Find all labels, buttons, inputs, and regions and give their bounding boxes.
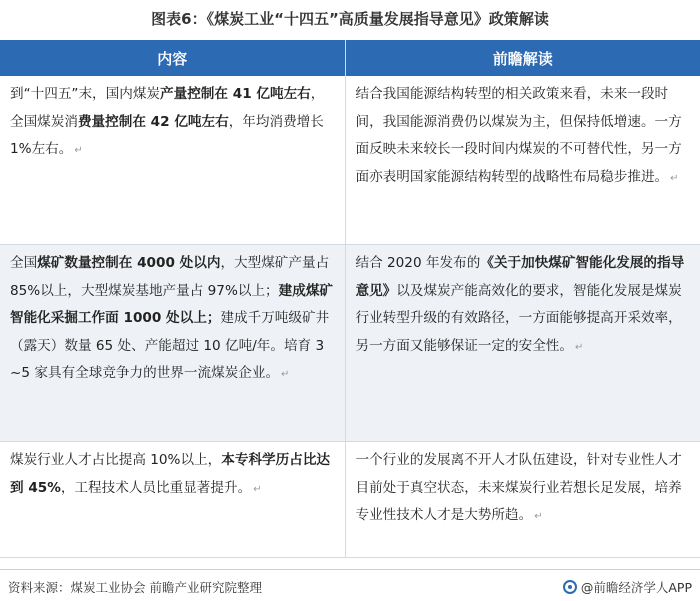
interpretation-cell [345, 442, 700, 558]
policy-table [0, 40, 700, 558]
table-row [0, 76, 700, 245]
cell-text: 以及煤炭产能高效化的要求，智能化发展是煤炭行业转型升级的有效路径，一方面能够提高开采效率，另一方面又能够保证一定的安全性。 [355, 282, 682, 354]
emphasis-text: 煤矿数量控制在 4000 处以内 [37, 255, 221, 271]
cell-text: 结合 2020 年发布的 [355, 255, 481, 271]
table-row [0, 442, 700, 558]
brand-label: @前瞻经济学人APP [580, 580, 692, 595]
content-cell [0, 442, 345, 558]
cell-text: 煤炭行业人才占比提高 10%以上， [10, 452, 222, 468]
interpretation-cell [345, 245, 700, 442]
paragraph-mark: ↵ [253, 483, 262, 495]
emphasis-text: 建成煤矿智能化采掘工作面 1000 处以上； [10, 282, 334, 326]
emphasis-text: 本专科学历占比达到 45% [10, 452, 331, 496]
emphasis-text: 费量控制在 42 亿吨左右 [77, 113, 229, 130]
cell-text: ，大型煤矿产量占 85%以上，大型煤炭基地产量占 97%以上； [10, 255, 330, 299]
header-interpretation: 前瞻解读 [345, 40, 700, 76]
cell-text: 到“十四五”末，国内煤炭 [10, 86, 161, 102]
cell-text: 建成千万吨级矿井（露天）数量 65 处、产能超过 10 亿吨/年。培育 3~5 家具有全球竞争力的世界一流煤炭企业。 [10, 310, 330, 381]
paragraph-mark: ↵ [281, 369, 290, 380]
emphasis-text: 《关于加快煤矿智能化发展的指导意见》 [355, 255, 685, 299]
brand-logo-icon [563, 580, 577, 594]
figure-title: 图表6：《煤炭工业“十四五”高质量发展指导意见》政策解读 [151, 10, 549, 28]
interpretation-cell [345, 76, 700, 245]
brand [563, 578, 692, 596]
paragraph-mark: ↵ [670, 172, 679, 184]
table-header-row [0, 40, 700, 76]
header-content: 内容 [0, 40, 345, 76]
cell-text: ，年均消费增长 1%左右。 [10, 113, 324, 157]
content-cell [0, 245, 345, 442]
paragraph-mark: ↵ [575, 341, 584, 353]
content-cell [0, 76, 345, 245]
source-note: 资料来源：煤炭工业协会 前瞻产业研究院整理 [8, 580, 262, 595]
table-row [0, 245, 700, 442]
footer [0, 569, 700, 601]
paragraph-mark: ↵ [534, 511, 543, 522]
emphasis-text: 产量控制在 41 亿吨左右 [160, 86, 311, 102]
cell-text: 一个行业的发展离不开人才队伍建设，针对专业性人才目前处于真空状态，未来煤炭行业若想长足发展，培养专业性技术人才是大势所趋。 [355, 452, 682, 523]
paragraph-mark: ↵ [74, 145, 83, 156]
cell-text: 全国 [10, 255, 38, 271]
cell-text: 结合我国能源结构转型的相关政策来看，未来一段时间，我国能源消费仍以煤炭为主，但保持低增速。一方面反映未来较长一段时间内煤炭的不可替代性，另一方面亦表明国家能源结构转型的战略性布局稳步推进。 [355, 86, 682, 185]
cell-text: ，全国煤炭消 [10, 86, 325, 130]
cell-text: ，工程技术人员比重显著提升。 [60, 479, 252, 496]
